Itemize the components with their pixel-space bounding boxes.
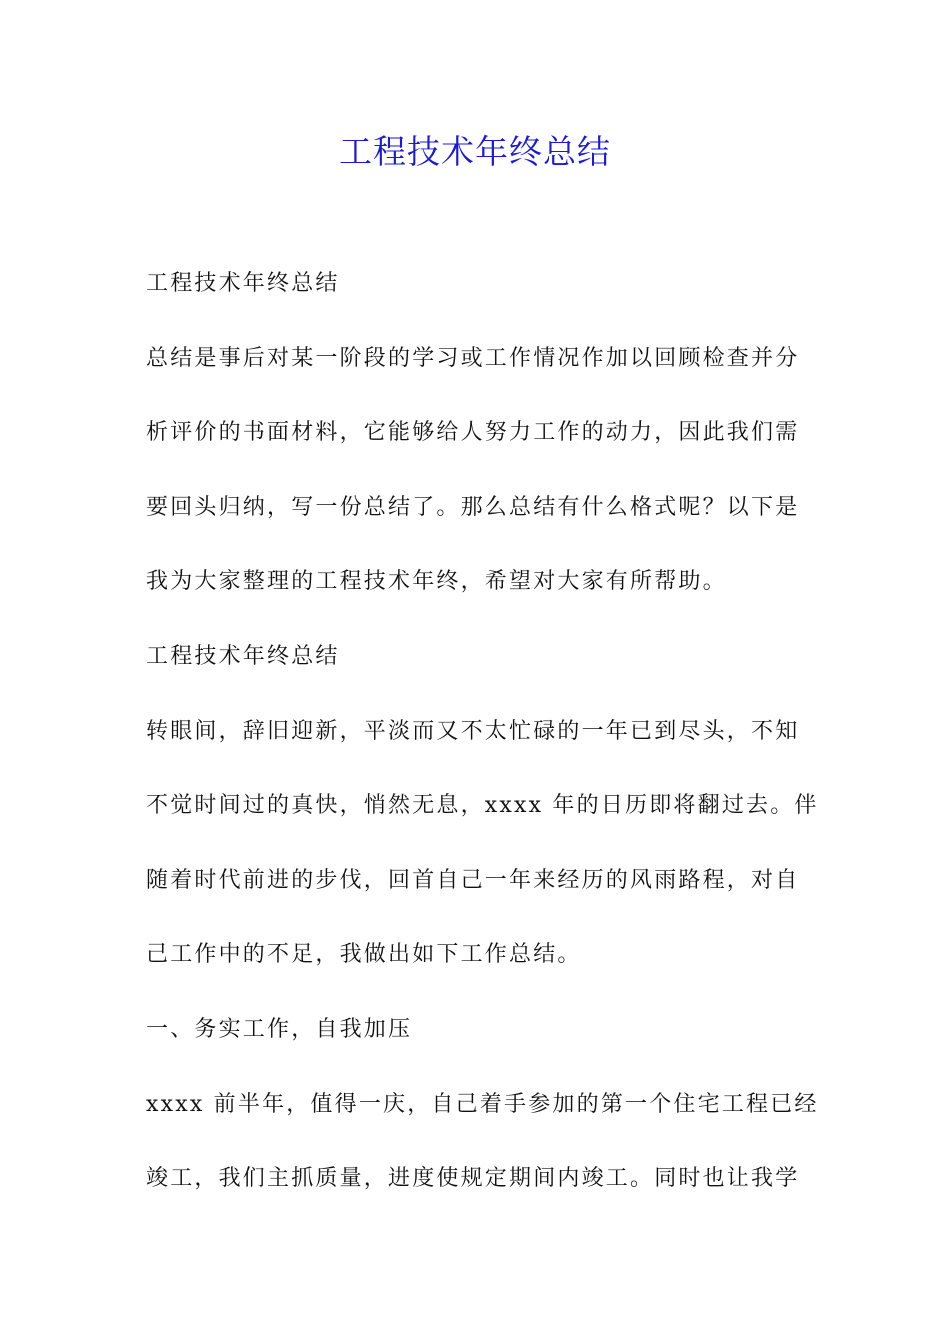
text-line: 总结是事后对某一阶段的学习或工作情况作加以回顾检查并分 — [146, 345, 800, 371]
text-line: 析评价的书面材料，它能够给人努力工作的动力，因此我们需 — [146, 420, 800, 446]
text-line: 转眼间，辞旧迎新，平淡而又不太忙碌的一年已到尽头，不知 — [146, 718, 800, 744]
text-line: 一、务实工作，自我加压 — [146, 1016, 413, 1042]
document-title: 工程技术年终总结 — [339, 132, 611, 171]
text-line: 我为大家整理的工程技术年终，希望对大家有所帮助。 — [146, 569, 727, 595]
text-line: 工程技术年终总结 — [146, 271, 340, 296]
text-line: 随着时代前进的步伐，回首自己一年来经历的风雨路程，对自 — [146, 867, 800, 893]
text-line: 竣工，我们主抓质量，进度使规定期间内竣工。同时也让我学 — [146, 1166, 800, 1192]
text-line: 己工作中的不足，我做出如下工作总结。 — [146, 942, 582, 968]
text-line: 不觉时间过的真快，悄然无息，xxxx 年的日历即将翻过去。伴 — [146, 793, 819, 819]
document-body — [146, 262, 819, 1232]
text-line: xxxx 前半年，值得一庆，自己着手参加的第一个住宅工程已经 — [146, 1091, 819, 1117]
text-line: 工程技术年终总结 — [146, 643, 340, 669]
text-line: 要回头归纳，写一份总结了。那么总结有什么格式呢？以下是 — [146, 494, 800, 520]
